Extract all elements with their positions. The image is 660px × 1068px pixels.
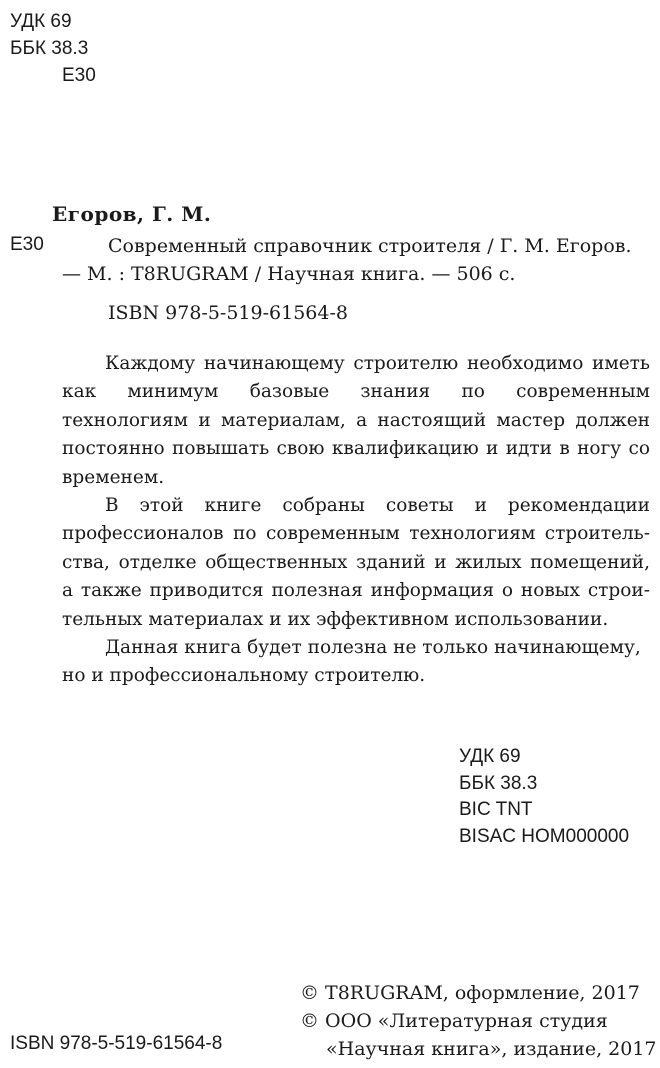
- author-sign-top: Е30: [62, 65, 96, 86]
- udk-code-bottom: УДК 69: [459, 746, 521, 767]
- copyright-line-3: «Научная книга», издание, 2017: [326, 1038, 657, 1060]
- author-heading: Егоров, Г. М.: [52, 202, 212, 226]
- abstract-paragraph-1: Каждому начинающему строителю необходимо иметь как минимум базовые знания по современным технологиям и материалам, а настоящий мастер должен постоянно повышать свою квалификацию и идти в ногу со временем.: [62, 353, 650, 488]
- isbn-bottom: ISBN 978-5-519-61564-8: [10, 1033, 223, 1054]
- bbk-code-top: ББК 38.3: [10, 38, 89, 59]
- udk-code-top: УДК 69: [10, 11, 72, 32]
- classification-block-bottom: [459, 744, 629, 850]
- abstract-paragraph-3: Данная книга будет полезна не только начинающему, но и профессиональному строителю.: [62, 637, 641, 687]
- author-sign-left: Е30: [10, 234, 44, 255]
- bic-code: BIC TNT: [459, 799, 533, 820]
- bbk-code-bottom: ББК 38.3: [459, 772, 538, 794]
- imprint-line: — М. : T8RUGRAM / Научная книга. — 506 с.: [62, 263, 516, 285]
- bisac-code: BISAC HOM000000: [459, 825, 630, 847]
- abstract: [62, 350, 650, 691]
- copyright-line-2: © ООО «Литературная студия: [300, 1010, 608, 1032]
- title-line: Современный справочник строителя / Г. М. Егоров.: [108, 235, 632, 257]
- copyright-line-1: © T8RUGRAM, оформление, 2017: [300, 982, 640, 1004]
- isbn-entry: ISBN 978-5-519-61564-8: [108, 302, 348, 324]
- abstract-paragraph-2: В этой книге собраны советы и рекомендации профессионалов по современным технологиям строительства, отделке общественных зданий и жилых помещений, а также приводится полезная информация о новых строительных материалах и их эффективном использовании.: [62, 495, 650, 630]
